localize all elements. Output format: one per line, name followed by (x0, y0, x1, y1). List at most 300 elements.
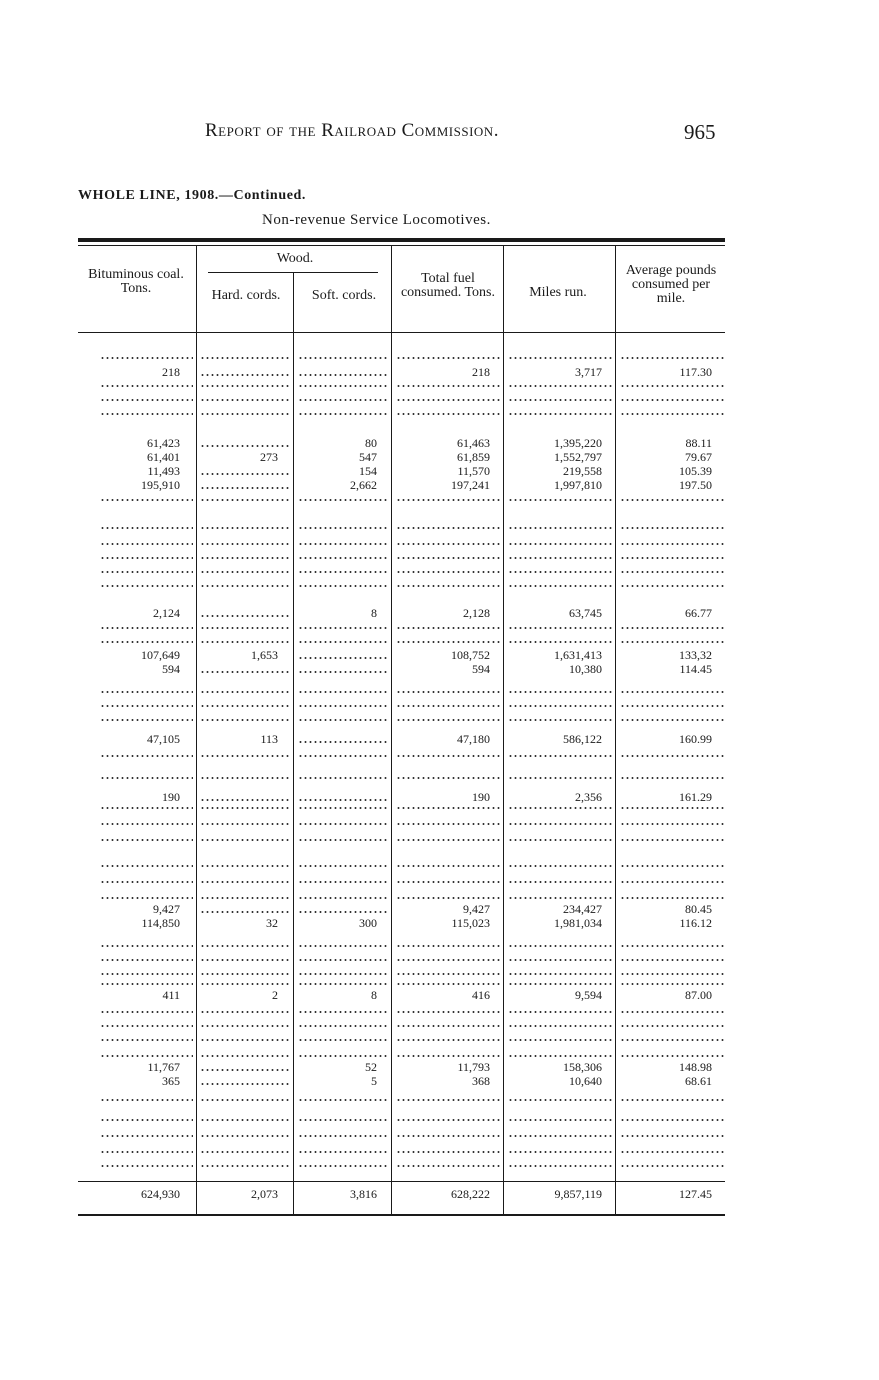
column-divider (196, 246, 197, 1214)
leader-dots (298, 864, 388, 868)
table-cell: 365 (162, 1074, 180, 1088)
leader-dots (396, 398, 500, 402)
leader-dots (620, 498, 724, 502)
leader-dots (298, 896, 388, 900)
leader-dots (396, 1150, 500, 1154)
leader-dots (620, 1024, 724, 1028)
leader-dots (298, 880, 388, 884)
table-cell: 219,558 (563, 464, 602, 478)
table-cell: 218 (162, 365, 180, 379)
leader-dots (620, 1098, 724, 1102)
table-cell: 148.98 (679, 1060, 712, 1074)
col-header-miles: Miles run. (529, 285, 587, 300)
leader-dots (620, 1134, 724, 1138)
leader-dots (100, 1038, 193, 1042)
leader-dots (620, 982, 724, 986)
leader-dots (508, 880, 612, 884)
leader-dots (298, 1150, 388, 1154)
leader-dots (298, 498, 388, 502)
leader-dots (298, 972, 388, 976)
leader-dots (620, 806, 724, 810)
table-cell: 368 (472, 1074, 490, 1088)
table-cell: 11,793 (457, 1060, 490, 1074)
leader-dots (200, 896, 290, 900)
leader-dots (298, 640, 388, 644)
table-cell: 80.45 (685, 902, 712, 916)
leader-dots (508, 718, 612, 722)
leader-dots (508, 398, 612, 402)
leader-dots (298, 718, 388, 722)
leader-dots (620, 704, 724, 708)
leader-dots (100, 584, 193, 588)
table-cell: 133,32 (679, 648, 712, 662)
totals-cell: 3,816 (350, 1187, 377, 1201)
leader-dots (508, 704, 612, 708)
table-cell: 1,552,797 (554, 450, 602, 464)
table-cell: 61,401 (147, 450, 180, 464)
leader-dots (620, 556, 724, 560)
table-cell: 116.12 (679, 916, 712, 930)
leader-dots (298, 412, 388, 416)
table-cell: 108,752 (451, 648, 490, 662)
leader-dots (396, 822, 500, 826)
leader-dots (396, 704, 500, 708)
table-cell: 195,910 (141, 478, 180, 492)
leader-dots (100, 384, 193, 388)
section-title: WHOLE LINE, 1908.—Continued. (78, 188, 307, 203)
leader-dots (396, 776, 500, 780)
leader-dots (200, 444, 290, 448)
table-cell: 11,767 (147, 1060, 180, 1074)
table-cell: 2,124 (153, 606, 180, 620)
leader-dots (200, 718, 290, 722)
leader-dots (100, 982, 193, 986)
table-cell: 8 (371, 988, 377, 1002)
totals-cell: 628,222 (451, 1187, 490, 1201)
leader-dots (396, 384, 500, 388)
table-cell: 63,745 (569, 606, 602, 620)
totals-rule (78, 1181, 725, 1182)
table-cell: 190 (162, 790, 180, 804)
leader-dots (508, 838, 612, 842)
leader-dots (620, 690, 724, 694)
leader-dots (100, 880, 193, 884)
table-top-rule-inner (78, 245, 725, 246)
leader-dots (100, 690, 193, 694)
leader-dots (298, 1118, 388, 1122)
leader-dots (298, 1098, 388, 1102)
leader-dots (508, 640, 612, 644)
leader-dots (200, 1118, 290, 1122)
totals-cell: 9,857,119 (554, 1187, 602, 1201)
leader-dots (298, 1134, 388, 1138)
leader-dots (298, 776, 388, 780)
totals-cell: 127.45 (679, 1187, 712, 1201)
leader-dots (620, 526, 724, 530)
leader-dots (200, 704, 290, 708)
leader-dots (100, 1054, 193, 1058)
table-cell: 47,105 (147, 732, 180, 746)
table-cell: 9,427 (463, 902, 490, 916)
table-cell: 52 (365, 1060, 377, 1074)
leader-dots (200, 384, 290, 388)
leader-dots (200, 1082, 290, 1086)
leader-dots (620, 864, 724, 868)
table-cell: 158,306 (563, 1060, 602, 1074)
table-cell: 87.00 (685, 988, 712, 1002)
table-cell: 5 (371, 1074, 377, 1088)
leader-dots (298, 570, 388, 574)
leader-dots (298, 690, 388, 694)
table-cell: 88.11 (685, 436, 712, 450)
leader-dots (200, 1054, 290, 1058)
leader-dots (396, 1098, 500, 1102)
leader-dots (396, 1010, 500, 1014)
leader-dots (620, 776, 724, 780)
leader-dots (508, 754, 612, 758)
leader-dots (100, 626, 193, 630)
col-header-bituminous: Bituminous coal. Tons. (88, 267, 184, 296)
leader-dots (508, 626, 612, 630)
table-cell: 32 (266, 916, 278, 930)
table-cell: 594 (162, 662, 180, 676)
leader-dots (100, 1150, 193, 1154)
leader-dots (396, 718, 500, 722)
leader-dots (396, 570, 500, 574)
leader-dots (100, 412, 193, 416)
leader-dots (200, 1024, 290, 1028)
leader-dots (396, 1038, 500, 1042)
table-cell: 2 (272, 988, 278, 1002)
leader-dots (620, 570, 724, 574)
col-header-average: Average pounds consumed per mile. (625, 263, 717, 306)
leader-dots (100, 864, 193, 868)
leader-dots (100, 806, 193, 810)
leader-dots (200, 1010, 290, 1014)
table-cell: 411 (162, 988, 180, 1002)
leader-dots (508, 1150, 612, 1154)
leader-dots (200, 1038, 290, 1042)
leader-dots (298, 838, 388, 842)
leader-dots (100, 1118, 193, 1122)
totals-cell: 2,073 (251, 1187, 278, 1201)
leader-dots (200, 1134, 290, 1138)
leader-dots (200, 982, 290, 986)
leader-dots (298, 1054, 388, 1058)
leader-dots (396, 1164, 500, 1168)
leader-dots (100, 1134, 193, 1138)
leader-dots (100, 1010, 193, 1014)
table-cell: 1,653 (251, 648, 278, 662)
leader-dots (396, 690, 500, 694)
leader-dots (396, 754, 500, 758)
leader-dots (396, 958, 500, 962)
column-divider (503, 246, 504, 1214)
leader-dots (620, 384, 724, 388)
table-cell: 1,395,220 (554, 436, 602, 450)
leader-dots (396, 556, 500, 560)
leader-dots (298, 584, 388, 588)
leader-dots (200, 690, 290, 694)
leader-dots (298, 626, 388, 630)
table-bottom-rule (78, 1214, 725, 1216)
table-cell: 61,859 (457, 450, 490, 464)
leader-dots (298, 556, 388, 560)
table-cell: 154 (359, 464, 377, 478)
table-cell: 61,423 (147, 436, 180, 450)
table-cell: 79.67 (685, 450, 712, 464)
leader-dots (200, 776, 290, 780)
leader-dots (200, 486, 290, 490)
leader-dots (298, 754, 388, 758)
col-header-total: Total fuel consumed. Tons. (400, 271, 496, 300)
table-cell: 66.77 (685, 606, 712, 620)
table-cell: 10,380 (569, 662, 602, 676)
leader-dots (200, 570, 290, 574)
leader-dots (396, 356, 500, 360)
leader-dots (298, 373, 388, 377)
leader-dots (508, 1098, 612, 1102)
table-cell: 1,981,034 (554, 916, 602, 930)
leader-dots (200, 398, 290, 402)
leader-dots (396, 864, 500, 868)
leader-dots (396, 944, 500, 948)
leader-dots (298, 704, 388, 708)
leader-dots (508, 1054, 612, 1058)
leader-dots (620, 542, 724, 546)
leader-dots (396, 526, 500, 530)
leader-dots (200, 542, 290, 546)
leader-dots (298, 1010, 388, 1014)
leader-dots (200, 880, 290, 884)
table-cell: 416 (472, 988, 490, 1002)
table-cell: 586,122 (563, 732, 602, 746)
table-cell: 47,180 (457, 732, 490, 746)
leader-dots (200, 1164, 290, 1168)
table-cell: 594 (472, 662, 490, 676)
page-number: 965 (684, 120, 716, 144)
leader-dots (298, 398, 388, 402)
leader-dots (200, 412, 290, 416)
table-cell: 547 (359, 450, 377, 464)
leader-dots (100, 1098, 193, 1102)
leader-dots (200, 556, 290, 560)
table-cell: 107,649 (141, 648, 180, 662)
leader-dots (100, 640, 193, 644)
table-cell: 11,493 (147, 464, 180, 478)
leader-dots (100, 356, 193, 360)
leader-dots (100, 498, 193, 502)
table-cell: 114,850 (141, 916, 180, 930)
table-cell: 61,463 (457, 436, 490, 450)
leader-dots (200, 526, 290, 530)
leader-dots (508, 384, 612, 388)
leader-dots (200, 373, 290, 377)
table-cell: 273 (260, 450, 278, 464)
leader-dots (508, 822, 612, 826)
leader-dots (508, 972, 612, 976)
leader-dots (298, 958, 388, 962)
leader-dots (620, 626, 724, 630)
table-cell: 113 (260, 732, 278, 746)
leader-dots (620, 896, 724, 900)
table-subtitle: Non-revenue Service Locomotives. (262, 212, 491, 228)
leader-dots (620, 412, 724, 416)
leader-dots (200, 356, 290, 360)
leader-dots (396, 1134, 500, 1138)
leader-dots (620, 1010, 724, 1014)
leader-dots (620, 972, 724, 976)
leader-dots (200, 1068, 290, 1072)
leader-dots (396, 806, 500, 810)
leader-dots (298, 656, 388, 660)
leader-dots (298, 740, 388, 744)
table-cell: 2,662 (350, 478, 377, 492)
table-cell: 114.45 (679, 662, 712, 676)
leader-dots (298, 982, 388, 986)
leader-dots (100, 718, 193, 722)
leader-dots (200, 498, 290, 502)
leader-dots (508, 806, 612, 810)
leader-dots (508, 356, 612, 360)
leader-dots (508, 542, 612, 546)
leader-dots (200, 472, 290, 476)
leader-dots (298, 542, 388, 546)
leader-dots (200, 822, 290, 826)
leader-dots (396, 1118, 500, 1122)
leader-dots (200, 798, 290, 802)
leader-dots (620, 1118, 724, 1122)
table-cell: 2,128 (463, 606, 490, 620)
leader-dots (508, 958, 612, 962)
table-cell: 190 (472, 790, 490, 804)
leader-dots (508, 526, 612, 530)
table-cell: 234,427 (563, 902, 602, 916)
leader-dots (396, 1054, 500, 1058)
leader-dots (620, 356, 724, 360)
leader-dots (396, 982, 500, 986)
leader-dots (200, 838, 290, 842)
leader-dots (620, 584, 724, 588)
leader-dots (298, 1164, 388, 1168)
table-cell: 300 (359, 916, 377, 930)
leader-dots (298, 944, 388, 948)
leader-dots (396, 412, 500, 416)
leader-dots (100, 570, 193, 574)
leader-dots (620, 1054, 724, 1058)
leader-dots (508, 498, 612, 502)
column-divider (391, 246, 392, 1214)
leader-dots (620, 718, 724, 722)
leader-dots (298, 1024, 388, 1028)
leader-dots (100, 776, 193, 780)
leader-dots (100, 542, 193, 546)
col-header-wood: Wood. (276, 251, 314, 266)
leader-dots (298, 526, 388, 530)
leader-dots (100, 958, 193, 962)
table-cell: 1,631,413 (554, 648, 602, 662)
leader-dots (298, 384, 388, 388)
leader-dots (298, 822, 388, 826)
leader-dots (100, 754, 193, 758)
leader-dots (396, 896, 500, 900)
leader-dots (620, 1150, 724, 1154)
leader-dots (620, 880, 724, 884)
leader-dots (396, 972, 500, 976)
leader-dots (396, 498, 500, 502)
leader-dots (396, 838, 500, 842)
table-cell: 197.50 (679, 478, 712, 492)
leader-dots (200, 584, 290, 588)
table-cell: 8 (371, 606, 377, 620)
leader-dots (508, 896, 612, 900)
col-header-soft: Soft. cords. (311, 288, 377, 303)
leader-dots (298, 806, 388, 810)
leader-dots (100, 896, 193, 900)
leader-dots (298, 356, 388, 360)
leader-dots (200, 944, 290, 948)
leader-dots (298, 1038, 388, 1042)
leader-dots (620, 1038, 724, 1042)
leader-dots (620, 822, 724, 826)
leader-dots (508, 1024, 612, 1028)
leader-dots (100, 838, 193, 842)
leader-dots (508, 982, 612, 986)
leader-dots (620, 944, 724, 948)
table-top-rule (78, 238, 725, 242)
leader-dots (508, 412, 612, 416)
leader-dots (620, 958, 724, 962)
table-cell: 105.39 (679, 464, 712, 478)
leader-dots (298, 910, 388, 914)
leader-dots (508, 584, 612, 588)
leader-dots (620, 838, 724, 842)
leader-dots (100, 944, 193, 948)
leader-dots (200, 670, 290, 674)
leader-dots (620, 1164, 724, 1168)
leader-dots (100, 398, 193, 402)
leader-dots (200, 1098, 290, 1102)
leader-dots (100, 1024, 193, 1028)
leader-dots (508, 864, 612, 868)
leader-dots (508, 1164, 612, 1168)
table-cell: 9,594 (575, 988, 602, 1002)
leader-dots (508, 1118, 612, 1122)
col-header-hard: Hard. cords. (211, 288, 281, 303)
leader-dots (100, 822, 193, 826)
header-bottom-rule (78, 332, 725, 333)
leader-dots (508, 1134, 612, 1138)
table-cell: 9,427 (153, 902, 180, 916)
leader-dots (508, 1038, 612, 1042)
leader-dots (508, 570, 612, 574)
leader-dots (200, 754, 290, 758)
leader-dots (508, 690, 612, 694)
table-cell: 115,023 (451, 916, 490, 930)
leader-dots (298, 670, 388, 674)
leader-dots (396, 1024, 500, 1028)
table-cell: 68.61 (685, 1074, 712, 1088)
leader-dots (100, 972, 193, 976)
table-cell: 117.30 (679, 365, 712, 379)
table-cell: 11,570 (457, 464, 490, 478)
leader-dots (620, 398, 724, 402)
leader-dots (200, 626, 290, 630)
leader-dots (100, 556, 193, 560)
leader-dots (508, 556, 612, 560)
leader-dots (200, 958, 290, 962)
leader-dots (200, 806, 290, 810)
